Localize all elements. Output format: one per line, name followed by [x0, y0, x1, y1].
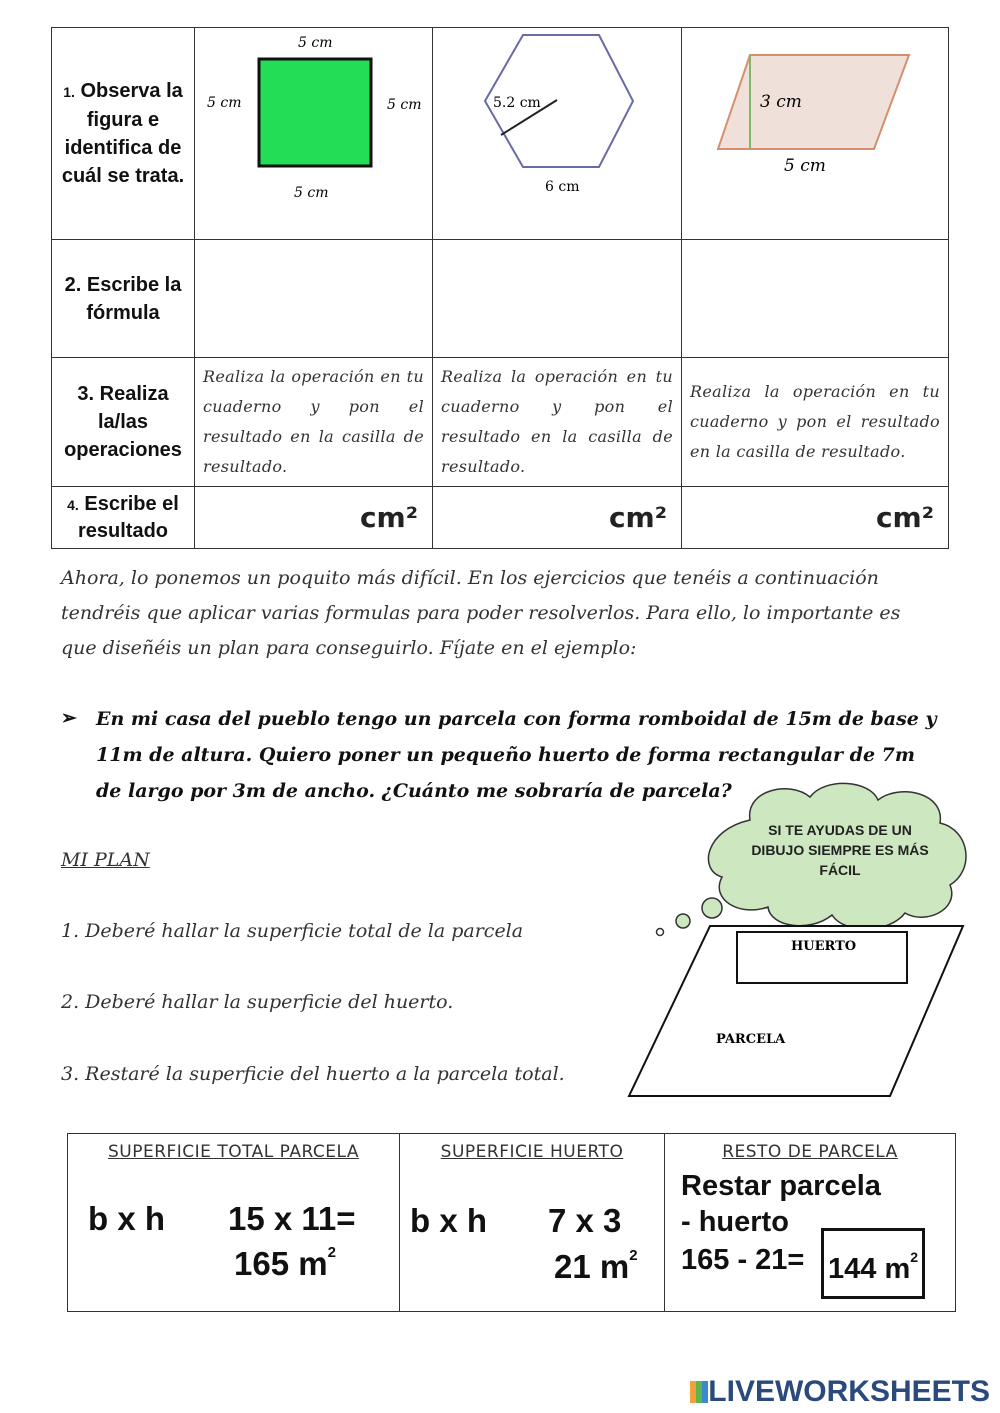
row-result	[52, 487, 949, 549]
resto-line-2: - huerto	[681, 1206, 789, 1238]
parallelogram-base-label: 5 cm	[784, 156, 826, 176]
parallelogram-figure-cell	[682, 28, 949, 240]
result-huerto: 21 $m^2$	[554, 1247, 638, 1285]
operation-text-hexagon: Realiza la operación en tu cuaderno y pon el resultado en la casilla de resultado.	[433, 358, 682, 487]
logo-icon	[690, 1381, 708, 1403]
row-identify	[52, 28, 949, 240]
intro-paragraph: Ahora, lo ponemos un poquito más difícil. En los ejercicios que tenéis a continuación tendréis que aplicar varias formulas para poder resolverlos. Para ello, lo importante es que diseñéis un plan para conseguirlo. Fíjate en el ejemplo:	[61, 567, 901, 659]
unit-label: cm²	[359, 501, 418, 534]
formula-input-square[interactable]	[195, 240, 433, 358]
square-figure-cell	[195, 28, 433, 240]
formula-huerto: b x h	[410, 1202, 488, 1239]
resto-line-1: Restar parcela	[681, 1170, 881, 1202]
exercise-table	[51, 27, 949, 549]
square-shape	[259, 59, 371, 166]
result-resto: 144 $m^2$	[821, 1228, 925, 1299]
parallelogram-figure	[682, 28, 949, 234]
cloud-text: SI TE AYUDAS DE UN DIBUJO SIEMPRE ES MÁS FÁCIL	[751, 822, 929, 878]
hexagon-apothem-label: 5.2 cm	[493, 95, 541, 111]
operation-resto: 165 - 21=	[681, 1244, 805, 1276]
result-input-parallelogram[interactable]	[682, 487, 949, 549]
result-input-square[interactable]	[195, 487, 433, 549]
solution-col-resto	[665, 1134, 956, 1312]
operation-total: 15 x 11=	[228, 1200, 356, 1237]
solution-table	[67, 1133, 956, 1312]
operation-text-square: Realiza la operación en tu cuaderno y pon el resultado en la casilla de resultado.	[195, 358, 433, 487]
square-bottom-label: 5 cm	[294, 185, 329, 201]
cloud-bubble-large	[702, 898, 722, 918]
result-input-hexagon[interactable]	[433, 487, 682, 549]
hexagon-figure-cell	[433, 28, 682, 240]
square-top-label: 5 cm	[298, 35, 333, 51]
row-label-formula: 2. Escribe la fórmula	[52, 240, 195, 358]
formula-input-parallelogram[interactable]	[682, 240, 949, 358]
solution-col-total	[68, 1134, 400, 1312]
liveworksheets-logo[interactable]	[690, 1375, 990, 1409]
result-total: 165 $m^2$	[234, 1244, 336, 1282]
row-operations	[52, 358, 949, 487]
solution-col-huerto	[400, 1134, 665, 1312]
operation-text-parallelogram: Realiza la operación en tu cuaderno y pon el resultado en la casilla de resultado.	[682, 358, 949, 487]
row-label-result: 4. Escribe el resultado	[52, 487, 195, 549]
plan-title: MI PLAN	[61, 849, 150, 871]
unit-label: cm²	[875, 501, 934, 534]
row-label-identify: 1. Observa la figura e identifica de cuál se trata.	[52, 28, 195, 240]
col-head-resto: RESTO DE PARCELA	[722, 1142, 898, 1162]
bullet-icon: ➢	[61, 708, 77, 729]
square-figure	[195, 28, 433, 234]
problem-text: En mi casa del pueblo tengo un parcela con forma romboidal de 15m de base y 11m de altura. Quiero poner un pequeño huerto de forma rectangular de 7m de largo por 3m de ancho. ¿Cuánto me sobraría de parcela?	[96, 708, 937, 802]
row-formula	[52, 240, 949, 358]
parallelogram-height-label: 3 cm	[760, 92, 802, 112]
parcela-drawing	[625, 920, 970, 1102]
parcela-label: PARCELA	[716, 1032, 786, 1047]
col-head-huerto: SUPERFICIE HUERTO	[440, 1142, 624, 1162]
parallelogram-shape	[718, 55, 909, 149]
logo-text: LIVEWORKSHEETS	[708, 1375, 990, 1408]
formula-total: b x h	[88, 1200, 166, 1237]
hexagon-side-label: 6 cm	[545, 179, 580, 195]
huerto-label: HUERTO	[791, 939, 857, 954]
plan-step-1: 1. Deberé hallar la superficie total de la parcela	[61, 920, 524, 942]
hexagon-figure	[433, 28, 682, 234]
square-left-label: 5 cm	[207, 95, 242, 111]
row-label-operations: 3. Realiza la/las operaciones	[52, 358, 195, 487]
col-head-total: SUPERFICIE TOTAL PARCELA	[107, 1142, 360, 1162]
unit-label: cm²	[608, 501, 667, 534]
formula-input-hexagon[interactable]	[433, 240, 682, 358]
plan-step-2: 2. Deberé hallar la superficie del huerto.	[61, 991, 454, 1013]
operation-huerto: 7 x 3	[548, 1202, 622, 1239]
plan-step-3: 3. Restaré la superficie del huerto a la parcela total.	[61, 1063, 565, 1085]
square-right-label: 5 cm	[387, 97, 422, 113]
